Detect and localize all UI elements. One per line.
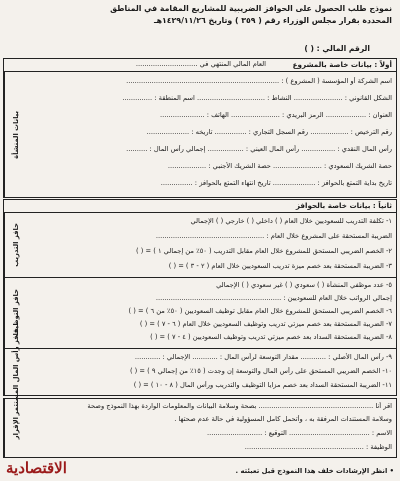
signer-name-field[interactable]: الاسم : ...................................... التوقيع : .......................... xyxy=(206,429,392,437)
declaration-line2: وسلامة المستندات المرفقة به ، وأتحمل كامل المسؤولية في حالة عدم صحتها . xyxy=(174,415,392,423)
field-company-name[interactable]: اسم الشركة أو المؤسسة ( المشروع ) : ........................................................................ xyxy=(126,77,392,85)
field-address[interactable]: العنوان : ................... الرمز البريدي : ....................... الهاتف : ..................... xyxy=(159,111,392,119)
side-label-establishment: بيانات المنشأة xyxy=(4,72,27,197)
side-label-employment: حافز التوظيف xyxy=(4,278,27,348)
training-discount-row[interactable]: ٢- الخصم الضريبي المستحق للمشروع خلال العام مقابل التدريب ( ٥٠٪ من إجمالي ١ ) = ( ) xyxy=(136,247,392,255)
side-label-capital: حافز رأس المال المستثمر xyxy=(4,349,27,395)
divider xyxy=(4,348,396,349)
divider xyxy=(4,212,396,213)
field-capital[interactable]: رأس المال النقدي : ................ رأس المال العيني : ................. إجمالي رأس المال : .......... xyxy=(126,145,392,153)
training-cost-row[interactable]: ١- تكلفة التدريب للسعوديين خلال العام ( ) داخلي ( ) خارجي ( ) الإجمالي xyxy=(190,217,392,225)
salaries-row[interactable]: إجمالي الرواتب خلال العام للسعوديين : ........................................................... xyxy=(155,294,392,302)
instructions-note: • انظر الإرشادات خلف هذا النموذج قبل تعبئته . xyxy=(235,467,394,475)
capital-row[interactable]: ٩- رأس المال الأصلي : ............ مقدار التوسعة لرأس المال : ............ الإجمالي : ............ xyxy=(134,353,392,361)
field-partner-shares[interactable]: حصة الشريك السعودي : ....................... حصة الشريك الأجنبي : .................. xyxy=(167,162,392,170)
employment-net-tax-row[interactable]: ٧- الضريبة المستحقة بعد خصم ميزتي تدريب وتوظيف السعوديين خلال العام ( ٦ - ٧ ) = ( ) xyxy=(139,320,392,328)
field-incentive-dates[interactable]: تاريخ بداية التمتع بالحوافز : .................... تاريخ انتهاء التمتع بالحوافز : ............... xyxy=(160,179,392,187)
form-subtitle: المحددة بقرار مجلس الوزراء رقم ( ٣٥٩ ) وتاريخ ١٤٢٩/١١/٢٦هـ xyxy=(153,16,392,25)
field-legal-form[interactable]: الشكل القانوني : ....................... النشاط : ................................ اسم المنطقة : .............. xyxy=(122,94,392,102)
section-project-data xyxy=(3,58,397,198)
declaration-line1[interactable]: اقر أنا ...................................................... بصحة وسلامة البيانات والمعلومات الواردة بهذا النموذج وصحة xyxy=(87,402,392,410)
employment-payable-row[interactable]: ٨- الضريبة المستحقة السداد بعد خصم ميزتي تدريب وتوظيف السعوديين ( ٤ - ٧ ) = ( ) xyxy=(150,333,392,341)
form-title: نموذج طلب الحصول على الحوافز الضريبية للمشاريع المقامة في المناطق xyxy=(110,4,392,13)
divider xyxy=(4,277,396,278)
section2-title: ثانياً : بيانات خاصة بالحوافز xyxy=(295,201,392,210)
employees-count-row[interactable]: ٥- عدد موظفي المنشأة ( ) سعودي ( ) غير سعودي ( ) الإجمالي xyxy=(216,281,392,289)
capital-net-tax-row[interactable]: ١١- الضريبة المستحقة السداد بعد خصم مزايا التوظيف والتدريب ورأس المال ( ٨ - ١٠ ) = ( ) xyxy=(133,381,392,389)
employment-discount-row[interactable]: ٦- الخصم الضريبي المستحق للمشروع خلال العام مقابل توظيف السعوديين ( ٥٠٪ من ٦ ) = ( ) xyxy=(128,307,392,315)
training-net-tax-row[interactable]: ٣- الضريبة المستحقة بعد خصم ميزة تدريب السعوديين خلال العام ( ٢ - ٣ ) = ( ) xyxy=(168,262,392,270)
divider xyxy=(4,71,396,72)
side-label-training: حافز التدريب xyxy=(4,213,27,277)
capital-discount-row[interactable]: ١٠- الخصم الضريبي المستحق على رأس المال والتوسعة إن وجدت ( ١٥٪ من إجمالي ٩ ) = ( ) xyxy=(129,367,392,375)
fiscal-year-field[interactable]: العام المالي المنتهي في ............................. xyxy=(135,60,266,68)
signer-job-field[interactable]: الوظيفة : ........................................................ xyxy=(244,443,392,451)
section1-title: أولاً : بيانات خاصة بالمشروع xyxy=(292,60,392,69)
side-label-declaration: الإقرار xyxy=(4,399,27,457)
fiscal-number-label: الرقم المالي : ( ) xyxy=(304,44,370,53)
training-tax-due-row[interactable]: الضريبة المستحقة على المشروع خلال العام : ................................................... xyxy=(155,232,392,240)
field-license[interactable]: رقم الترخيص : .................. رقم السجل التجاري : ............... تاريخه : .................... xyxy=(146,128,392,136)
newspaper-logo: الاقتصادية xyxy=(6,459,67,477)
section-declaration xyxy=(3,398,397,458)
